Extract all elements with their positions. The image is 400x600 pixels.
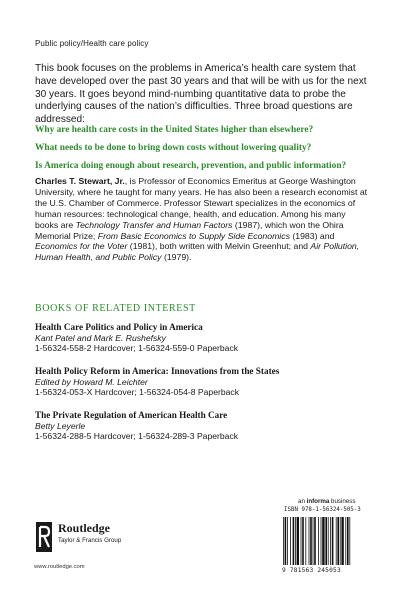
informa-prefix: an [298, 498, 307, 505]
related-books-heading: BOOKS OF RELATED INTEREST [35, 303, 196, 314]
related-book [35, 410, 365, 442]
bio-text: (1981), both written with Melvin Greenhut; and [127, 241, 311, 252]
related-book-title: Health Care Politics and Policy in America [35, 322, 203, 332]
book-title-ref: Technology Transfer and Human Factors [75, 219, 233, 230]
publisher-group: Taylor & Francis Group [58, 537, 122, 544]
barcode-icon [282, 517, 372, 567]
related-book-title: Health Policy Reform in America: Innovations from the States [35, 366, 280, 376]
author-bio [35, 176, 371, 263]
question-list [35, 121, 380, 175]
question-item: Is America doing enough about research, prevention, and public information? [35, 161, 347, 171]
related-book-isbns: 1-56324-288-5 Hardcover; 1-56324-289-3 Paperback [35, 431, 239, 442]
publisher-name: Routledge [58, 521, 110, 535]
bio-text: (1983) and [289, 230, 335, 241]
informa-tagline [298, 498, 355, 505]
informa-brand: informa [306, 498, 330, 505]
routledge-r-icon [34, 520, 54, 556]
related-book [35, 322, 365, 354]
related-book-authors: Edited by Howard M. Leichter [35, 376, 148, 387]
related-book-title: The Private Regulation of American Health Care [35, 410, 228, 420]
book-title-ref: Air Pollution, Human Health, and Public Policy [35, 241, 360, 263]
barcode-number: 9 781563 245053 [282, 567, 341, 574]
isbn-label: ISBN 978-1-56324-505-3 [284, 507, 361, 513]
author-name: Charles T. Stewart, Jr. [35, 176, 125, 186]
bio-text: (1987), which won the Ohira Memorial Prize; [35, 219, 344, 241]
related-book-authors: Betty Leyerle [35, 420, 86, 431]
informa-suffix: business [329, 498, 356, 505]
bio-text: (1979). [161, 252, 192, 263]
book-title-ref: Economics for the Voter [35, 241, 128, 252]
related-book-isbns: 1-56324-558-2 Hardcover; 1-56324-559-0 Paperback [35, 343, 239, 354]
related-book-authors: Kant Patel and Mark E. Rushefsky [35, 332, 166, 343]
related-book-isbns: 1-56324-053-X Hardcover; 1-56324-054-8 Paperback [35, 387, 239, 398]
related-book [35, 366, 365, 398]
publisher-website: www.routledge.com [34, 564, 85, 570]
category-label: Public policy/Health care policy [35, 39, 149, 48]
barcode-block [282, 507, 372, 579]
intro-paragraph: This book focuses on the problems in America’s health care system that have developed over the past 30 years and that will be with us for the next 30 years. It goes beyond mind-numbing quantitative data to probe the underlying causes of the nation’s difficulties. Three broad questions are addressed: [35, 63, 367, 126]
question-item: Why are health care costs in the United States higher than elsewhere? [35, 125, 314, 135]
question-item: What needs to be done to bring down costs without lowering quality? [35, 143, 312, 153]
book-title-ref: From Basic Economics to Supply Side Economics [97, 230, 290, 241]
bio-text: , is Professor of Economics Emeritus at George Washington University, where he taught for many years. He has also been a research economist at the U.S. Chamber of Commerce. Professor Stewart specializes in the economics of human resources: technological change, health, and education. Among his many books are [35, 176, 368, 230]
